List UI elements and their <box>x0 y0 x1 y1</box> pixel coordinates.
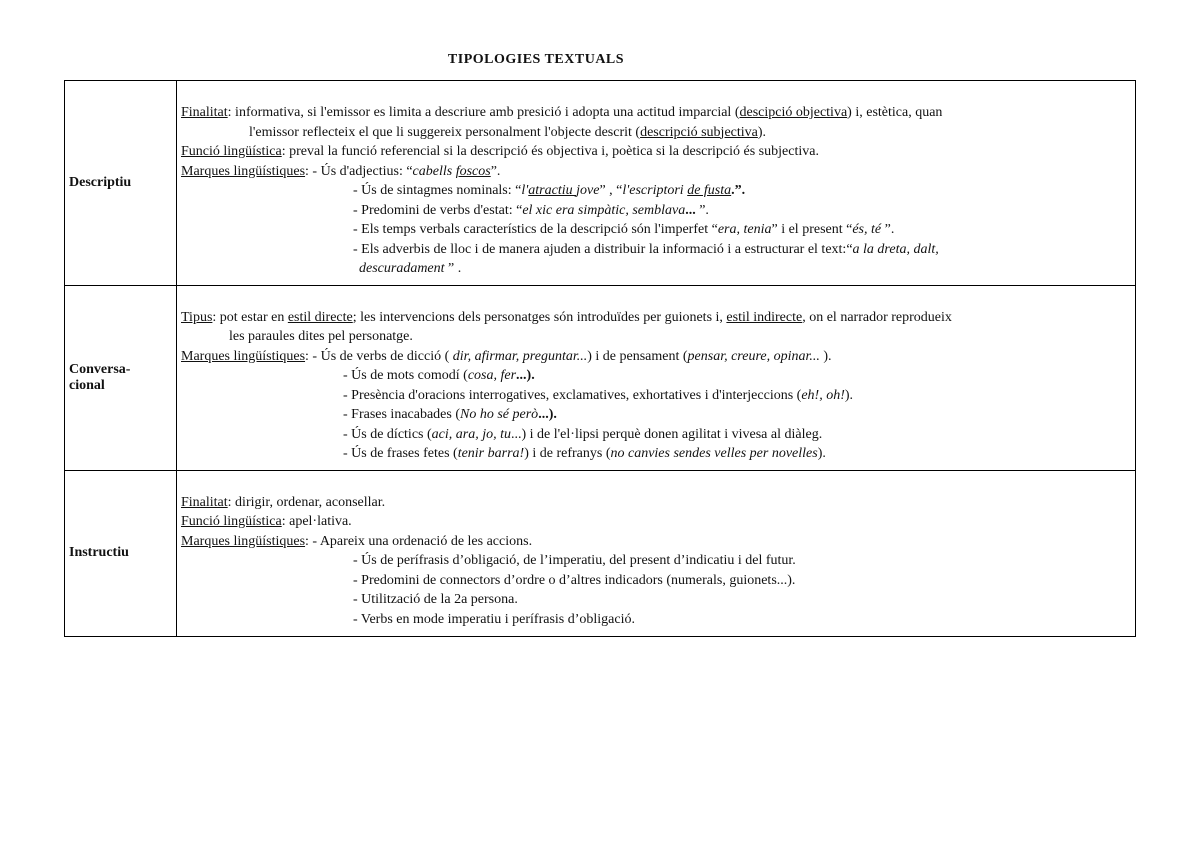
text-span: ... <box>685 202 700 218</box>
marques-label: Marques lingüístiques <box>181 163 306 179</box>
underlined-term: descipció objectiva <box>739 105 848 120</box>
text-span: ). <box>823 348 832 364</box>
italic-span: jove <box>576 183 600 198</box>
text-span: .”. <box>731 183 746 198</box>
marques-item <box>181 405 1127 425</box>
italic-span: l'escriptori <box>622 183 688 198</box>
marques-item <box>181 444 1127 464</box>
text-span: ) i de refranys ( <box>524 446 611 461</box>
marques-item: - Utilització de la 2a persona. <box>353 592 518 608</box>
italic-span: cabells <box>412 163 456 179</box>
text-span: : - Ús de verbs de dicció ( <box>305 348 453 364</box>
text-span: : pot estar en <box>212 309 288 325</box>
text-span: ” , “ <box>599 183 623 198</box>
marques-item: - Predomini de connectors d’ordre o d’altres indicadors (numerals, guionets...). <box>353 572 796 588</box>
label-part: Conversa- <box>69 361 131 377</box>
marques-label: Marques lingüístiques <box>181 348 306 364</box>
text-span: ). <box>757 124 767 140</box>
page-title: TIPOLOGIES TEXTUALS <box>447 52 625 67</box>
text-span: : - Apareix una ordenació de les accions. <box>305 533 533 549</box>
tipus-line-2 <box>181 327 1127 347</box>
text-span: : informativa, si l'emissor es limita a descriure amb presició i adopta una actitud imparcial ( <box>227 105 740 120</box>
text-span: ...) i de l'el·lipsi perquè donen agilitat i vivesa al diàleg. <box>511 426 823 442</box>
tipus-label: Tipus <box>181 309 213 325</box>
text-span: ” i el present “ <box>771 222 853 237</box>
row-label-conversacional <box>65 285 177 470</box>
marques-item <box>181 201 1127 221</box>
marques-item: - Verbs en mode imperatiu i perífrasis d’obligació. <box>353 611 635 627</box>
tipus-line <box>181 308 1127 328</box>
text-span: - Ús de mots comodí ( <box>343 368 468 383</box>
text-span: ). <box>817 446 826 461</box>
underlined-term: estil indirecte <box>726 309 803 325</box>
row-label-descriptiu: Descriptiu <box>65 81 177 286</box>
marques-item <box>181 240 1127 260</box>
funcio-label: Funció lingüística <box>181 144 282 159</box>
text-span: - Ús de sintagmes nominals: “ <box>353 183 522 198</box>
marques-item <box>181 425 1127 445</box>
text-span: ). <box>844 387 854 403</box>
italic-span: l' <box>521 183 529 198</box>
italic-span: cosa, fer <box>467 368 517 383</box>
italic-span: atractiu <box>528 183 577 198</box>
text-span: ; les intervencions dels personatges són introduïdes per guionets i, <box>352 309 727 325</box>
funcio-label: Funció lingüística <box>181 514 282 530</box>
text-span: ...). <box>538 407 557 422</box>
text-span: - Ús de díctics ( <box>343 426 432 442</box>
text-span: ”. <box>884 222 895 237</box>
row-content-descriptiu <box>177 81 1136 286</box>
finalitat-label: Finalitat <box>181 105 228 120</box>
table-row-instructiu <box>65 470 1136 636</box>
text-span: ) i, estètica, quan <box>847 105 943 120</box>
italic-span: aci, ara, jo, tu <box>431 426 511 442</box>
italic-span: No ho sé però <box>460 407 539 422</box>
text-span: - Els temps verbals característics de la descripció són l'imperfet “ <box>353 222 718 237</box>
label-part: cional <box>69 377 105 393</box>
text-types-table <box>64 80 1136 637</box>
italic-span: era, tenia <box>717 222 772 237</box>
funcio-line <box>181 142 1127 162</box>
marques-line <box>181 532 1127 552</box>
marques-item <box>181 220 1127 240</box>
underlined-term: descripció subjectiva <box>640 124 758 140</box>
text-span: - Presència d'oracions interrogatives, exclamatives, exhortatives i d'interjeccions ( <box>343 387 802 403</box>
text-span: ” . <box>448 261 462 276</box>
marques-label: Marques lingüístiques <box>181 533 306 549</box>
italic-span: no canvies sendes velles per novelles <box>610 446 818 461</box>
text-span: : preval la funció referencial si la descripció és objectiva i, poètica si la descripció és subjectiva. <box>281 144 819 159</box>
finalitat-line <box>181 493 1127 513</box>
italic-span: tenir barra! <box>457 446 525 461</box>
italic-span: pensar, creure, opinar... <box>687 348 824 364</box>
marques-item <box>181 181 1127 201</box>
marques-line <box>181 162 1127 182</box>
italic-span: dir, afirmar, preguntar... <box>452 348 588 364</box>
table-row-conversacional <box>65 285 1136 470</box>
italic-span: a la dreta, dalt, <box>852 241 939 257</box>
text-span: : dirigir, ordenar, aconsellar. <box>227 494 386 510</box>
text-span: les paraules dites pel personatge. <box>229 329 413 344</box>
marques-item-cont <box>181 259 1127 279</box>
marques-item <box>181 366 1127 386</box>
text-span: - Els adverbis de lloc i de manera ajuden a distribuir la informació i a estructurar el text:“ <box>353 241 853 257</box>
underlined-term: estil directe <box>287 309 353 325</box>
marques-line <box>181 347 1127 367</box>
italic-span: de fusta <box>687 183 732 198</box>
finalitat-line-2 <box>181 123 1127 143</box>
text-span: , on el narrador reprodueix <box>802 309 952 325</box>
italic-span: és, té <box>852 222 885 237</box>
text-span: ”. <box>699 202 709 218</box>
finalitat-label: Finalitat <box>181 494 228 510</box>
text-span: - Predomini de verbs d'estat: “ <box>353 202 523 218</box>
italic-span: el xic era simpàtic, semblava <box>522 202 686 218</box>
text-span: ”. <box>490 163 501 179</box>
marques-item: - Ús de perífrasis d’obligació, de l’imperatiu, del present d’indicatiu i del futur. <box>353 553 796 569</box>
text-span: l'emissor reflecteix el que li suggereix personalment l'objecte descrit ( <box>249 124 641 140</box>
text-span: ...). <box>516 368 535 383</box>
text-span: : apel·lativa. <box>281 514 352 530</box>
funcio-line <box>181 512 1127 532</box>
text-span: - Frases inacabades ( <box>343 407 461 422</box>
italic-span: descuradament <box>359 261 449 276</box>
table-row-descriptiu <box>65 81 1136 286</box>
finalitat-line <box>181 103 1127 123</box>
italic-span: eh!, oh! <box>801 387 845 403</box>
text-span: : - Ús d'adjectius: “ <box>305 163 413 179</box>
row-content-conversacional <box>177 285 1136 470</box>
text-span: - Ús de frases fetes ( <box>343 446 458 461</box>
row-label-instructiu: Instructiu <box>65 470 177 636</box>
row-content-instructiu <box>177 470 1136 636</box>
text-span: ) i de pensament ( <box>587 348 688 364</box>
marques-item <box>181 386 1127 406</box>
italic-span: foscos <box>455 163 491 179</box>
